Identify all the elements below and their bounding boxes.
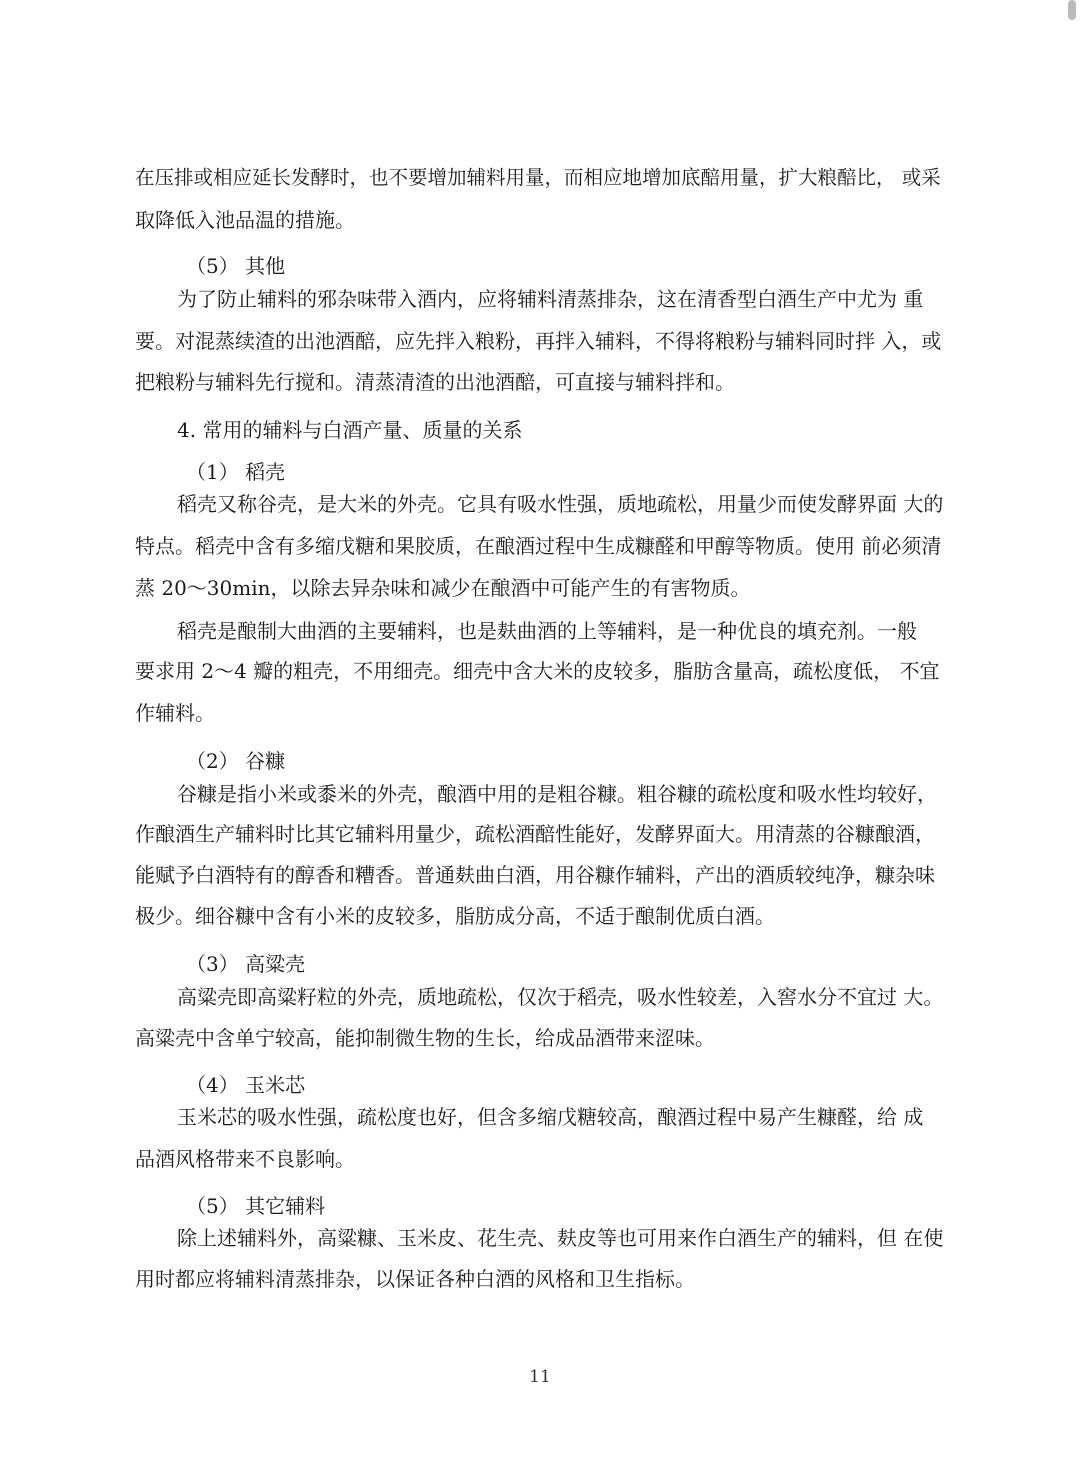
body-line: 要求用 2～4 瓣的粗壳，不用细壳。细壳中含大米的皮较多，脂肪含量高，疏松度低， 不宜 (135, 659, 940, 683)
body-line: 要。对混蒸续渣的出池酒醅，应先拌入粮粉，再拌入辅料，不得将粮粉与辅料同时拌 入，或 (135, 329, 942, 353)
body-line: 能赋予白酒特有的醇香和糟香。普通麸曲白酒，用谷糠作辅料，产出的酒质较纯净，糠杂味 (135, 863, 935, 887)
body-line: 高粱壳中含单宁较高，能抑制微生物的生长，给成品酒带来涩味。 (135, 1026, 715, 1050)
section-heading: （1） 稻壳 (186, 460, 286, 484)
body-line: 在压排或相应延长发酵时，也不要增加辅料用量，而相应地增加底醅用量，扩大粮醅比， 或采 (135, 166, 941, 189)
section-heading: （4） 玉米芯 (186, 1073, 306, 1097)
body-line: 用时都应将辅料清蒸排杂，以保证各种白酒的风格和卫生指标。 (135, 1267, 695, 1291)
body-line: 谷糠是指小米或黍米的外壳，酿酒中用的是粗谷糠。粗谷糠的疏松度和吸水性均较好， (177, 782, 937, 806)
body-line: 把粮粉与辅料先行搅和。清蒸清渣的出池酒醅，可直接与辅料拌和。 (135, 370, 735, 394)
section-heading: 4. 常用的辅料与白酒产量、质量的关系 (177, 418, 523, 442)
page-number: 11 (529, 1367, 551, 1387)
body-line: 取降低入池品温的措施。 (135, 208, 355, 232)
body-line: 作辅料。 (135, 701, 215, 725)
body-line: 为了防止辅料的邪杂味带入酒内，应将辅料清蒸排杂，这在清香型白酒生产中尤为 重 (177, 287, 924, 311)
body-line: 极少。细谷糠中含有小米的皮较多，脂肪成分高，不适于酿制优质白酒。 (135, 904, 775, 928)
section-heading: （2） 谷糠 (186, 749, 286, 773)
body-line: 稻壳又称谷壳，是大米的外壳。它具有吸水性强，质地疏松，用量少而使发酵界面 大的 (177, 492, 944, 516)
body-line: 稻壳是酿制大曲酒的主要辅料，也是麸曲酒的上等辅料，是一种优良的填充剂。一般 (177, 619, 917, 643)
section-heading: （5） 其他 (186, 254, 286, 278)
scrollbar-thumb[interactable] (1068, 0, 1076, 20)
body-line: 品酒风格带来不良影响。 (135, 1147, 355, 1171)
body-line: 作酿酒生产辅料时比其它辅料用量少，疏松酒醅性能好，发酵界面大。用清蒸的谷糠酿酒， (135, 822, 935, 846)
body-line: 蒸 20～30min，以除去异杂味和减少在酿酒中可能产生的有害物质。 (135, 576, 751, 600)
section-heading: （5） 其它辅料 (186, 1194, 326, 1218)
body-line: 除上述辅料外，高粱糠、玉米皮、花生壳、麸皮等也可用来作白酒生产的辅料，但 在使 (177, 1226, 944, 1250)
body-line: 特点。稻壳中含有多缩戊糖和果胶质，在酿酒过程中生成糠醛和甲醇等物质。使用 前必须清 (135, 534, 942, 558)
body-line: 玉米芯的吸水性强，疏松度也好，但含多缩戊糖较高，酿酒过程中易产生糠醛，给 成 (177, 1105, 924, 1129)
section-heading: （3） 高粱壳 (186, 952, 306, 976)
body-line: 高粱壳即高粱籽粒的外壳，质地疏松，仅次于稻壳，吸水性较差，入窖水分不宜过 大。 (177, 985, 944, 1009)
